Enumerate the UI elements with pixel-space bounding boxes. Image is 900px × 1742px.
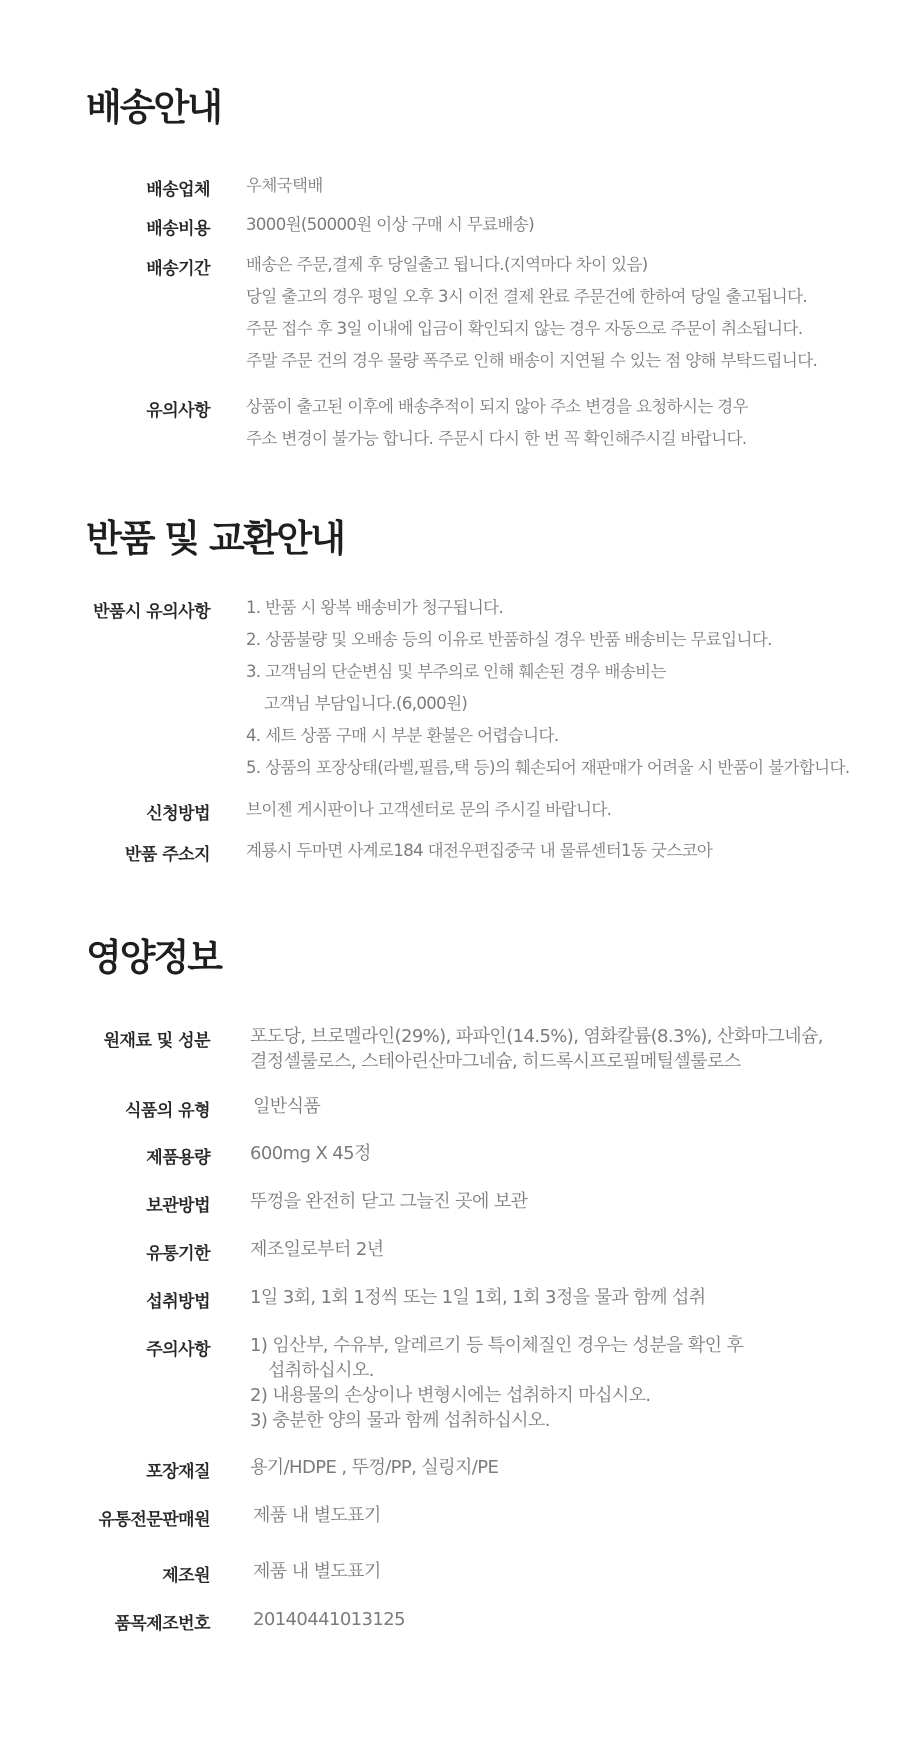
row-label: 품목제조번호 xyxy=(114,1614,210,1634)
value-line: 섭취하십시오. xyxy=(268,1360,374,1381)
row-label: 섭취방법 xyxy=(146,1292,210,1312)
nutrition-section-title: 영양정보 xyxy=(86,936,221,979)
row-value xyxy=(250,1191,527,1223)
value-line: 상품이 출고된 이후에 배송추적이 되지 않아 주소 변경을 요청하시는 경우 xyxy=(246,397,748,416)
value-line: 당일 출고의 경우 평일 오후 3시 이전 결제 완료 주문건에 한하여 당일 출고됩니다. xyxy=(246,287,808,306)
value-line: 2) 내용물의 손상이나 변형시에는 섭취하지 마십시오. xyxy=(250,1385,651,1406)
row-value xyxy=(250,1335,743,1435)
row-value xyxy=(253,1609,405,1641)
row-label: 포장재질 xyxy=(146,1462,210,1482)
row-label: 원재료 및 성분 xyxy=(103,1031,210,1051)
row-value xyxy=(246,254,817,382)
value-line: 브이젠 게시판이나 고객센터로 문의 주시길 바랍니다. xyxy=(246,800,612,819)
row-value xyxy=(253,1505,381,1537)
row-value xyxy=(246,799,611,831)
row-value xyxy=(246,214,534,246)
row-value xyxy=(250,1026,823,1076)
row-label: 신청방법 xyxy=(146,804,210,824)
value-line: 일반식품 xyxy=(253,1096,321,1117)
row-value xyxy=(250,1143,371,1175)
row-label: 유통기한 xyxy=(146,1244,210,1264)
value-line: 주소 변경이 불가능 합니다. 주문시 다시 한 번 꼭 확인해주시길 바랍니다. xyxy=(246,429,747,448)
value-line: 주말 주문 건의 경우 물량 폭주로 인해 배송이 지연될 수 있는 점 양해 부탁드립니다. xyxy=(246,351,818,370)
row-value xyxy=(250,1239,384,1271)
row-value xyxy=(253,1096,320,1128)
value-line: 계룡시 두마면 사계로184 대전우편집중국 내 물류센터1동 굿스코아 xyxy=(246,841,713,860)
row-label: 식품의 유형 xyxy=(124,1101,210,1121)
value-line: 1) 임산부, 수유부, 알레르기 등 특이체질인 경우는 성분을 확인 후 xyxy=(250,1335,744,1356)
row-label: 반품시 유의사항 xyxy=(93,602,210,622)
row-label: 제조원 xyxy=(162,1566,210,1586)
value-line: 1일 3회, 1회 1정씩 또는 1일 1회, 1회 3정을 물과 함께 섭취 xyxy=(250,1287,706,1308)
row-label: 배송업체 xyxy=(146,180,210,200)
row-value xyxy=(246,175,323,207)
row-value xyxy=(250,1457,498,1489)
row-label: 배송비용 xyxy=(146,219,210,239)
value-line: 우체국택배 xyxy=(246,176,323,195)
row-label: 주의사항 xyxy=(146,1340,210,1360)
value-line: 결정셀룰로스, 스테아린산마그네슘, 히드록시프로필메틸셀룰로스 xyxy=(250,1051,741,1072)
value-line: 3) 충분한 양의 물과 함께 섭취하십시오. xyxy=(250,1410,550,1431)
returns-section-title: 반품 및 교환안내 xyxy=(86,517,344,560)
value-line: 20140441013125 xyxy=(253,1609,405,1630)
value-line: 2. 상품불량 및 오배송 등의 이유로 반품하실 경우 반품 배송비는 무료입니다. xyxy=(246,630,772,649)
value-line: 제품 내 별도표기 xyxy=(253,1505,381,1526)
value-line: 5. 상품의 포장상태(라벨,필름,택 등)의 훼손되어 재판매가 어려울 시 반품이 불가합니다. xyxy=(246,758,850,777)
value-line: 뚜껑을 완전히 닫고 그늘진 곳에 보관 xyxy=(250,1191,528,1212)
row-value xyxy=(246,396,748,460)
row-value xyxy=(246,597,849,789)
row-label: 배송기간 xyxy=(146,259,210,279)
shipping-section-title: 배송안내 xyxy=(86,86,221,129)
row-value xyxy=(250,1287,706,1319)
value-line: 제품 내 별도표기 xyxy=(253,1561,381,1582)
row-label: 유의사항 xyxy=(146,401,210,421)
value-line: 600mg X 45정 xyxy=(250,1143,371,1164)
value-line: 포도당, 브로멜라인(29%), 파파인(14.5%), 염화칼륨(8.3%), 산화마그네슘, xyxy=(250,1026,823,1047)
value-line: 용기/HDPE , 뚜껑/PP, 실링지/PE xyxy=(250,1457,499,1478)
row-label: 유통전문판매원 xyxy=(98,1510,210,1530)
value-line: 1. 반품 시 왕복 배송비가 청구됩니다. xyxy=(246,598,504,617)
value-line: 주문 접수 후 3일 이내에 입금이 확인되지 않는 경우 자동으로 주문이 취소됩니다. xyxy=(246,319,803,338)
row-label: 보관방법 xyxy=(146,1196,210,1216)
value-line: 고객님 부담입니다.(6,000원) xyxy=(264,694,468,713)
value-line: 4. 세트 상품 구매 시 부분 환불은 어렵습니다. xyxy=(246,726,559,745)
value-line: 제조일로부터 2년 xyxy=(250,1239,384,1260)
value-line: 배송은 주문,결제 후 당일출고 됩니다.(지역마다 차이 있음) xyxy=(246,255,648,274)
row-value xyxy=(246,840,712,872)
row-label: 제품용량 xyxy=(146,1148,210,1168)
value-line: 3000원(50000원 이상 구매 시 무료배송) xyxy=(246,215,535,234)
value-line: 3. 고객님의 단순변심 및 부주의로 인해 훼손된 경우 배송비는 xyxy=(246,662,666,681)
row-value xyxy=(253,1561,381,1593)
row-label: 반품 주소지 xyxy=(124,845,210,865)
